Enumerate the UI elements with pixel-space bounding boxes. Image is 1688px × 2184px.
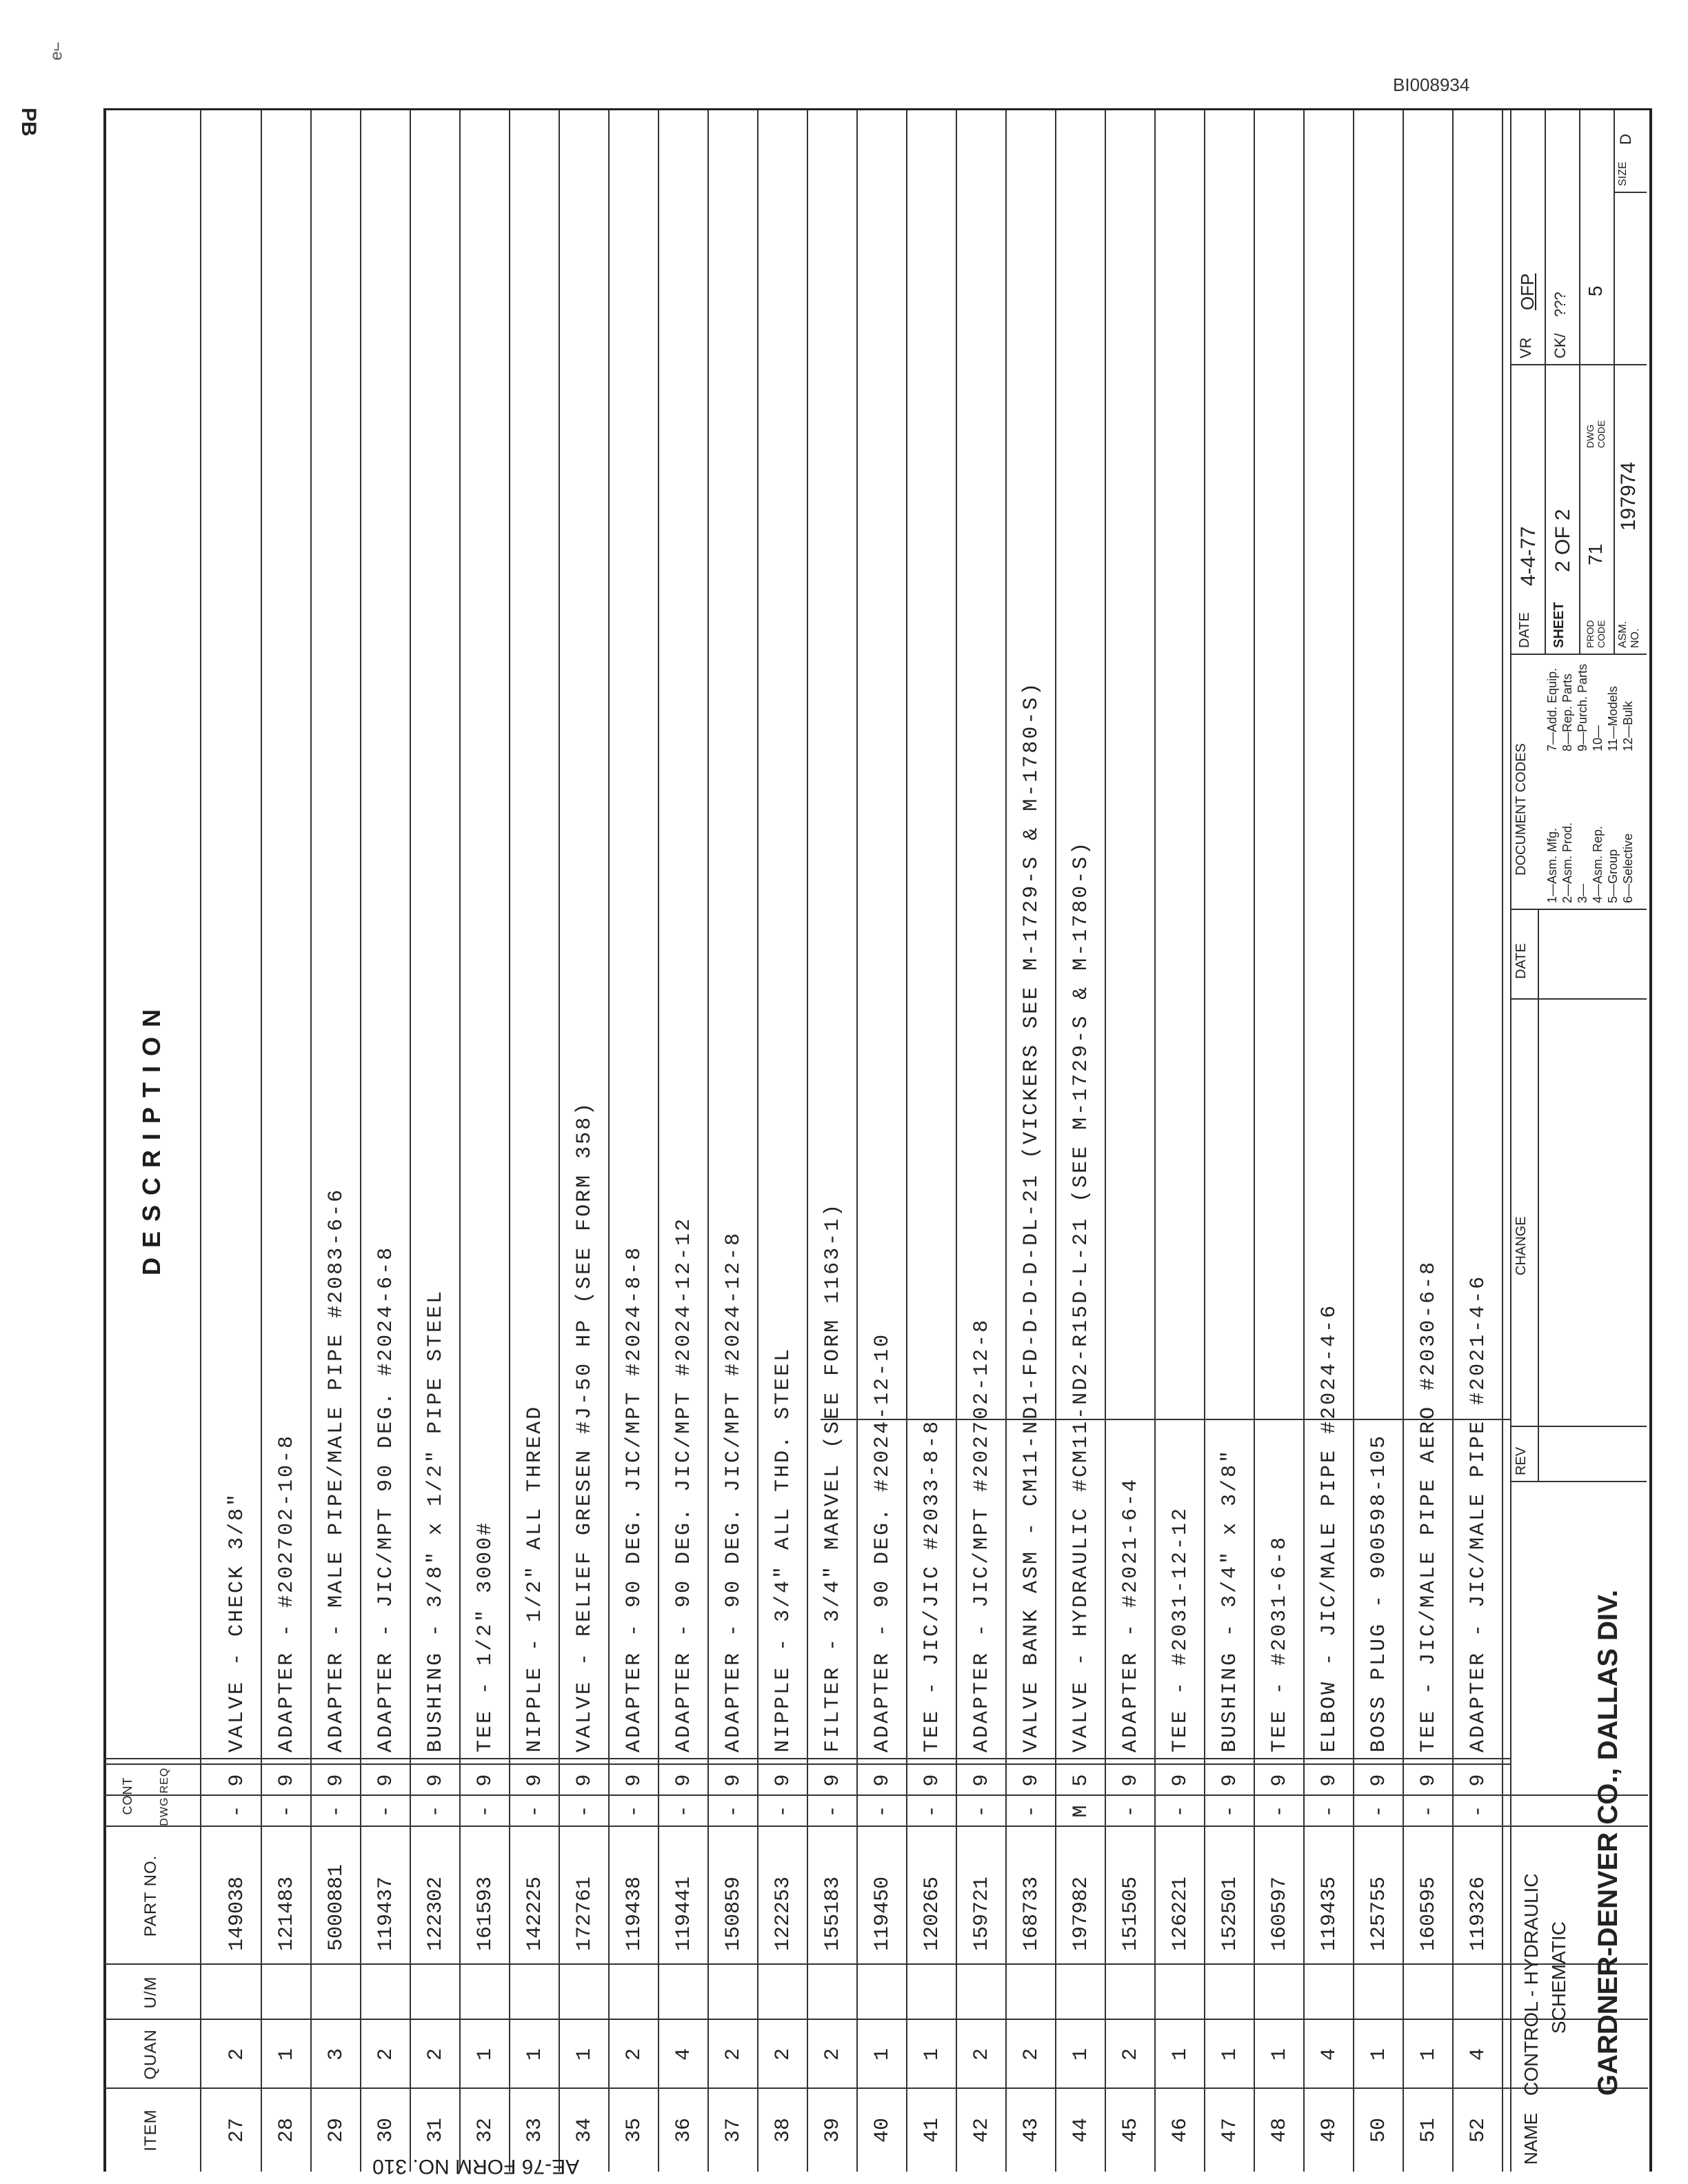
dwg-code-cell: -: [275, 1805, 299, 1818]
quantity-cell: 1: [921, 2048, 944, 2061]
size-value: D: [1617, 134, 1634, 145]
quantity-cell: 3: [325, 2048, 348, 2061]
row-rule: [1105, 110, 1106, 2172]
form-number: AE-76 FORM NO. 310: [372, 2155, 580, 2178]
dwg-code-cell: M: [1069, 1805, 1093, 1818]
item-cell: 34: [573, 2118, 596, 2143]
description-cell: ADAPTER - 90 DEG. JIC/MPT #2024-12-12: [672, 1216, 696, 1752]
unit-cell: [859, 1965, 906, 2020]
quantity-cell: 4: [672, 2048, 696, 2061]
quantity-cell: 2: [1119, 2048, 1143, 2061]
code-item: 6—Selective: [1621, 833, 1635, 903]
unit-cell: [1008, 1965, 1055, 2020]
part-number-cell: 142225: [523, 1876, 547, 1951]
unit-cell: [1405, 1965, 1452, 2020]
req-code-cell: 9: [821, 1774, 845, 1787]
row-rule: [410, 110, 411, 2172]
quantity-cell: 2: [424, 2048, 448, 2061]
req-code-cell: 9: [722, 1774, 745, 1787]
description-cell: NIPPLE - 1/2" ALL THREAD: [523, 1404, 547, 1752]
quantity-cell: 1: [1218, 2048, 1242, 2061]
part-number-cell: 120265: [921, 1876, 944, 1951]
description-cell: VALVE - HYDRAULIC #CM11-ND2-R15D-L-21 (SEE M-1729-S & M-1780-S): [1069, 840, 1093, 1752]
quantity-cell: 4: [1318, 2048, 1341, 2061]
code-item: 11—Models: [1606, 686, 1620, 751]
row-rule: [956, 110, 957, 2172]
code-item: 7—Add. Equip.: [1545, 667, 1559, 751]
table-row: [1455, 110, 1502, 2172]
table-row: [710, 110, 757, 2172]
unit-cell: [1306, 1965, 1353, 2020]
dwg-code-cell: -: [623, 1805, 646, 1818]
table-row: [561, 110, 608, 2172]
description-cell: VALVE BANK ASM - CM11-ND1-FD-D-D-D-DL-21 (VICKERS SEE M-1729-S & M-1780-S): [1020, 680, 1043, 1752]
part-number-cell: 119326: [1467, 1876, 1490, 1951]
part-number-cell: 5000881: [325, 1863, 348, 1951]
corner-mark: PB: [17, 108, 40, 136]
req-code-cell: 9: [772, 1774, 795, 1787]
code-item: 8—Rep. Parts: [1560, 673, 1574, 751]
dwg-code-cell: -: [772, 1805, 795, 1818]
description-cell: ADAPTER - 90 DEG. JIC/MPT #2024-12-8: [722, 1231, 745, 1752]
item-cell: 49: [1318, 2118, 1341, 2143]
item-cell: 39: [821, 2118, 845, 2143]
row-rule: [856, 110, 858, 2172]
header-quan: QUAN: [141, 2029, 160, 2080]
item-cell: 44: [1069, 2118, 1093, 2143]
table-row: [810, 110, 856, 2172]
row-rule: [1502, 110, 1503, 2172]
item-cell: 28: [275, 2118, 299, 2143]
row-rule: [1154, 110, 1156, 2172]
part-number-cell: 168733: [1020, 1876, 1043, 1951]
tb-rule: [1538, 910, 1539, 1482]
row-rule: [310, 110, 312, 2172]
dwg-code-cell: -: [474, 1805, 497, 1818]
document-id: BI008934: [1393, 74, 1470, 95]
unit-cell: [611, 1965, 658, 2020]
part-number-cell: 125755: [1367, 1876, 1391, 1951]
req-code-cell: 9: [275, 1774, 299, 1787]
description-cell: ADAPTER - #202702-10-8: [275, 1433, 299, 1752]
row-rule: [1303, 110, 1305, 2172]
tb-divider: [1510, 1481, 1647, 1482]
sheet-label: SHEET: [1551, 602, 1567, 648]
dwg-code-cell: -: [970, 1805, 994, 1818]
tb-rule: [1545, 110, 1546, 655]
item-cell: 41: [921, 2118, 944, 2143]
dwg-code-cell: -: [1218, 1805, 1242, 1818]
unit-cell: [958, 1965, 1005, 2020]
assembly-name-line1: CONTROL - HYDRAULIC: [1520, 1873, 1542, 2096]
quantity-cell: 1: [1417, 2048, 1440, 2061]
item-cell: 37: [722, 2118, 745, 2143]
vr-label: VR: [1517, 337, 1534, 358]
dwg-code-cell: -: [1020, 1805, 1043, 1818]
req-code-cell: 9: [1367, 1774, 1391, 1787]
row-rule: [1353, 110, 1354, 2172]
item-cell: 42: [970, 2118, 994, 2143]
item-cell: 33: [523, 2118, 547, 2143]
code-item: 12—Bulk: [1621, 700, 1635, 751]
tb-divider: [1510, 1426, 1647, 1427]
dwg-code-cell: -: [424, 1805, 448, 1818]
sheet-value: 2 OF 2: [1551, 509, 1574, 572]
unit-cell: [1207, 1965, 1254, 2020]
row-rule: [360, 110, 361, 2172]
unit-cell: [561, 1965, 608, 2020]
code-item: 9—Purch. Parts: [1576, 663, 1589, 751]
desc-divider: [821, 1419, 1510, 1420]
req-code-cell: 9: [970, 1774, 994, 1787]
description-cell: TEE - JIC/JIC #2033-8-8: [921, 1419, 944, 1752]
table-row: [760, 110, 807, 2172]
unit-cell: [710, 1965, 757, 2020]
unit-cell: [313, 1965, 360, 2020]
item-cell: 40: [871, 2118, 894, 2143]
codes-column-2: [1545, 664, 1636, 751]
description-cell: ADAPTER - JIC/MPT 90 DEG. #2024-6-8: [374, 1245, 398, 1752]
req-code-cell: 9: [1467, 1774, 1490, 1787]
part-number-cell: 197982: [1069, 1876, 1093, 1951]
description-cell: ADAPTER - JIC/MALE PIPE #2021-4-6: [1467, 1274, 1490, 1752]
part-number-cell: 119435: [1318, 1876, 1341, 1951]
table-row: [214, 110, 261, 2172]
dwg-code-label: DWG CODE: [1585, 420, 1607, 448]
dwg-code-cell: -: [821, 1805, 845, 1818]
unit-cell: [760, 1965, 807, 2020]
part-number-cell: 161593: [474, 1876, 497, 1951]
quantity-cell: 2: [374, 2048, 398, 2061]
unit-cell: [214, 1965, 261, 2020]
dwg-code-cell: -: [225, 1805, 249, 1818]
quantity-cell: 2: [623, 2048, 646, 2061]
part-number-cell: 152501: [1218, 1876, 1242, 1951]
tb-divider: [1510, 909, 1647, 910]
row-rule: [559, 110, 560, 2172]
unit-cell: [1356, 1965, 1403, 2020]
description-cell: ELBOW - JIC/MALE PIPE #2024-4-6: [1318, 1303, 1341, 1752]
unit-cell: [810, 1965, 856, 2020]
unit-cell: [263, 1965, 310, 2020]
quantity-cell: 1: [871, 2048, 894, 2061]
item-cell: 46: [1169, 2118, 1192, 2143]
table-row: [313, 110, 360, 2172]
table-row: [958, 110, 1005, 2172]
table-row: [611, 110, 658, 2172]
change-label: CHANGE: [1514, 1216, 1529, 1275]
parts-list-sheet: [103, 103, 1648, 2172]
row-rule: [757, 110, 758, 2172]
table-row: [1058, 110, 1105, 2172]
description-cell: VALVE - CHECK 3/8": [225, 1491, 249, 1752]
part-number-cell: 119450: [871, 1876, 894, 1951]
description-cell: VALVE - RELIEF GRESEN #J-50 HP (SEE FORM 358): [573, 1100, 596, 1752]
codes-column-1: [1545, 822, 1636, 903]
description-cell: TEE - #2031-6-8: [1268, 1535, 1292, 1752]
code-item: 2—Asm. Prod.: [1560, 822, 1574, 903]
header-req: REQ: [159, 1767, 170, 1794]
req-code-cell: 9: [424, 1774, 448, 1787]
company-name: GARDNER-DENVER CO., DALLAS DIV.: [1593, 1589, 1623, 2096]
row-rule: [608, 110, 610, 2172]
part-number-cell: 172761: [573, 1876, 596, 1951]
item-cell: 36: [672, 2118, 696, 2143]
unit-cell: [1157, 1965, 1204, 2020]
date-field-label: DATE: [1517, 612, 1532, 648]
req-code-cell: 9: [1169, 1774, 1192, 1787]
part-number-cell: 149038: [225, 1876, 249, 1951]
req-code-cell: 9: [871, 1774, 894, 1787]
req-code-cell: 9: [474, 1774, 497, 1787]
vr-value: OFP: [1517, 273, 1538, 310]
corner-mark-secondary: ¬ə: [48, 41, 68, 61]
header-description: DESCRIPTION: [137, 999, 165, 1276]
table-row: [909, 110, 956, 2172]
code-item: 4—Asm. Rep.: [1591, 825, 1605, 903]
description-cell: BUSHING - 3/8" x 1/2" PIPE STEEL: [424, 1288, 448, 1752]
tb-rule: [1579, 110, 1580, 655]
header-cont: CONT: [121, 1777, 134, 1815]
table-row: [859, 110, 906, 2172]
row-rule: [1452, 110, 1454, 2172]
req-code-cell: 9: [672, 1774, 696, 1787]
tb-divider: [1614, 192, 1647, 193]
part-number-cell: 160595: [1417, 1876, 1440, 1951]
table-row: [412, 110, 459, 2172]
dwg-code-cell: -: [1268, 1805, 1292, 1818]
row-rule: [658, 110, 659, 2172]
quantity-cell: 4: [1467, 2048, 1490, 2061]
description-cell: ADAPTER - MALE PIPE/MALE PIPE #2083-6-6: [325, 1187, 348, 1752]
req-code-cell: 5: [1069, 1774, 1093, 1787]
tb-divider: [1510, 998, 1647, 1000]
unit-cell: [512, 1965, 559, 2020]
row-rule: [906, 110, 907, 2172]
document-codes-label: DOCUMENT CODES: [1514, 743, 1529, 876]
part-number-cell: 150859: [722, 1876, 745, 1951]
name-label: NAME: [1520, 2112, 1541, 2165]
unit-cell: [462, 1965, 509, 2020]
quantity-cell: 1: [1268, 2048, 1292, 2061]
header-part-no: PART NO.: [141, 1854, 160, 1937]
dwg-code-cell: -: [1318, 1805, 1341, 1818]
dwg-code-cell: -: [1119, 1805, 1143, 1818]
description-cell: ADAPTER - #2021-6-4: [1119, 1477, 1143, 1752]
dwg-code-cell: -: [1417, 1805, 1440, 1818]
description-cell: BOSS PLUG - 900598-105: [1367, 1433, 1391, 1752]
item-cell: 30: [374, 2118, 398, 2143]
unit-cell: [1256, 1965, 1303, 2020]
item-cell: 48: [1268, 2118, 1292, 2143]
prod-code-label: PROD CODE: [1585, 620, 1607, 648]
asm-no-label: ASM. NO.: [1617, 620, 1641, 648]
item-cell: 45: [1119, 2118, 1143, 2143]
req-code-cell: 9: [523, 1774, 547, 1787]
item-cell: 52: [1467, 2118, 1490, 2143]
table-row: [1207, 110, 1254, 2172]
part-number-cell: 119437: [374, 1876, 398, 1951]
description-cell: TEE - #2031-12-12: [1169, 1506, 1192, 1752]
description-cell: NIPPLE - 3/4" ALL THD. STEEL: [772, 1346, 795, 1752]
part-number-cell: 122253: [772, 1876, 795, 1951]
asm-no-value: 197974: [1617, 461, 1640, 531]
table-row: [363, 110, 410, 2172]
item-cell: 35: [623, 2118, 646, 2143]
dwg-code-cell: -: [325, 1805, 348, 1818]
row-rule: [1403, 110, 1404, 2172]
unit-cell: [1107, 1965, 1154, 2020]
quantity-cell: 1: [275, 2048, 299, 2061]
code-item: 1—Asm. Mfg.: [1545, 827, 1559, 903]
dwg-code-cell: -: [672, 1805, 696, 1818]
dwg-code-cell: -: [573, 1805, 596, 1818]
ck-label: CK/: [1551, 333, 1569, 358]
row-rule: [459, 110, 461, 2172]
quantity-cell: 1: [1069, 2048, 1093, 2061]
header-um: U/M: [141, 1976, 160, 2009]
req-code-cell: 9: [623, 1774, 646, 1787]
req-code-cell: 9: [1318, 1774, 1341, 1787]
row-rule: [707, 110, 709, 2172]
item-cell: 51: [1417, 2118, 1440, 2143]
item-cell: 32: [474, 2118, 497, 2143]
description-cell: TEE - 1/2" 3000#: [474, 1520, 497, 1752]
dwg-code-cell: -: [871, 1805, 894, 1818]
unit-cell: [661, 1965, 707, 2020]
quantity-cell: 2: [1020, 2048, 1043, 2061]
header-rule: [200, 110, 201, 2172]
quantity-cell: 2: [722, 2048, 745, 2061]
table-row: [1356, 110, 1403, 2172]
part-number-cell: 160597: [1268, 1876, 1292, 1951]
row-rule: [1254, 110, 1255, 2172]
part-number-cell: 122302: [424, 1876, 448, 1951]
dwg-code-cell: -: [1169, 1805, 1192, 1818]
part-number-cell: 159721: [970, 1876, 994, 1951]
part-number-cell: 151505: [1119, 1876, 1143, 1951]
quantity-cell: 2: [821, 2048, 845, 2061]
dwg-code-cell: -: [921, 1805, 944, 1818]
dwg-code-cell: -: [722, 1805, 745, 1818]
size-label: SIZE: [1617, 161, 1629, 186]
row-rule: [261, 110, 262, 2172]
table-row: [1157, 110, 1204, 2172]
part-number-cell: 119438: [623, 1876, 646, 1951]
quantity-cell: 2: [772, 2048, 795, 2061]
unit-cell: [909, 1965, 956, 2020]
part-number-cell: 121483: [275, 1876, 299, 1951]
table-row: [1256, 110, 1303, 2172]
unit-cell: [363, 1965, 410, 2020]
quantity-cell: 2: [225, 2048, 249, 2061]
row-rule: [807, 110, 808, 2172]
dwg-code-value: 5: [1585, 285, 1606, 296]
item-cell: 27: [225, 2118, 249, 2143]
row-rule: [1005, 110, 1007, 2172]
assembly-name-line2: SCHEMATIC: [1548, 1921, 1569, 2034]
item-cell: 38: [772, 2118, 795, 2143]
quantity-cell: 2: [970, 2048, 994, 2061]
tb-divider: [1510, 654, 1647, 655]
dwg-code-cell: -: [523, 1805, 547, 1818]
date-value: 4-4-77: [1517, 526, 1540, 586]
title-block-rule: [1510, 110, 1511, 2172]
unit-cell: [412, 1965, 459, 2020]
item-cell: 29: [325, 2118, 348, 2143]
req-code-cell: 9: [1417, 1774, 1440, 1787]
req-code-cell: 9: [1119, 1774, 1143, 1787]
table-row: [661, 110, 707, 2172]
code-item: 5—Group: [1606, 849, 1620, 903]
part-number-cell: 126221: [1169, 1876, 1192, 1951]
unit-cell: [1455, 1965, 1502, 2020]
code-item: 3—: [1576, 883, 1589, 903]
quantity-cell: 1: [1169, 2048, 1192, 2061]
table-row: [1405, 110, 1452, 2172]
req-code-cell: 9: [1020, 1774, 1043, 1787]
table-row: [1008, 110, 1055, 2172]
row-rule: [1055, 110, 1056, 2172]
item-cell: 43: [1020, 2118, 1043, 2143]
req-code-cell: 9: [573, 1774, 596, 1787]
item-cell: 31: [424, 2118, 448, 2143]
dwg-code-cell: -: [374, 1805, 398, 1818]
date-label: DATE: [1514, 943, 1529, 979]
unit-cell: [1058, 1965, 1105, 2020]
row-rule: [509, 110, 510, 2172]
table-row: [1306, 110, 1353, 2172]
part-number-cell: 155183: [821, 1876, 845, 1951]
dwg-code-cell: -: [1367, 1805, 1391, 1818]
part-number-cell: 119441: [672, 1876, 696, 1951]
rev-label: REV: [1514, 1446, 1529, 1475]
description-cell: ADAPTER - JIC/MPT #202702-12-8: [970, 1317, 994, 1752]
req-code-cell: 9: [225, 1774, 249, 1787]
req-code-cell: 9: [921, 1774, 944, 1787]
description-cell: BUSHING - 3/4" x 3/8": [1218, 1448, 1242, 1752]
header-item: ITEM: [141, 2109, 160, 2152]
tb-divider: [1510, 364, 1647, 365]
table-row: [1107, 110, 1154, 2172]
code-item: 10—: [1591, 725, 1605, 751]
req-code-cell: 9: [1268, 1774, 1292, 1787]
row-rule: [1204, 110, 1205, 2172]
quantity-cell: 1: [1367, 2048, 1391, 2061]
item-cell: 50: [1367, 2118, 1391, 2143]
description-cell: ADAPTER - 90 DEG. JIC/MPT #2024-8-8: [623, 1245, 646, 1752]
req-code-cell: 9: [374, 1774, 398, 1787]
ck-value: ???: [1551, 292, 1569, 317]
quantity-cell: 1: [474, 2048, 497, 2061]
description-cell: FILTER - 3/4" MARVEL (SEE FORM 1163-1): [821, 1202, 845, 1752]
req-code-cell: 9: [325, 1774, 348, 1787]
quantity-cell: 1: [523, 2048, 547, 2061]
table-row: [462, 110, 509, 2172]
item-cell: 47: [1218, 2118, 1242, 2143]
header-dwg: DWG: [159, 1797, 170, 1826]
description-cell: ADAPTER - 90 DEG. #2024-12-10: [871, 1332, 894, 1752]
table-row: [512, 110, 559, 2172]
dwg-code-cell: -: [1467, 1805, 1490, 1818]
quantity-cell: 1: [573, 2048, 596, 2061]
prod-code-value: 71: [1585, 543, 1606, 565]
description-cell: TEE - JIC/MALE PIPE AERO #2030-6-8: [1417, 1260, 1440, 1752]
req-code-cell: 9: [1218, 1774, 1242, 1787]
table-row: [263, 110, 310, 2172]
